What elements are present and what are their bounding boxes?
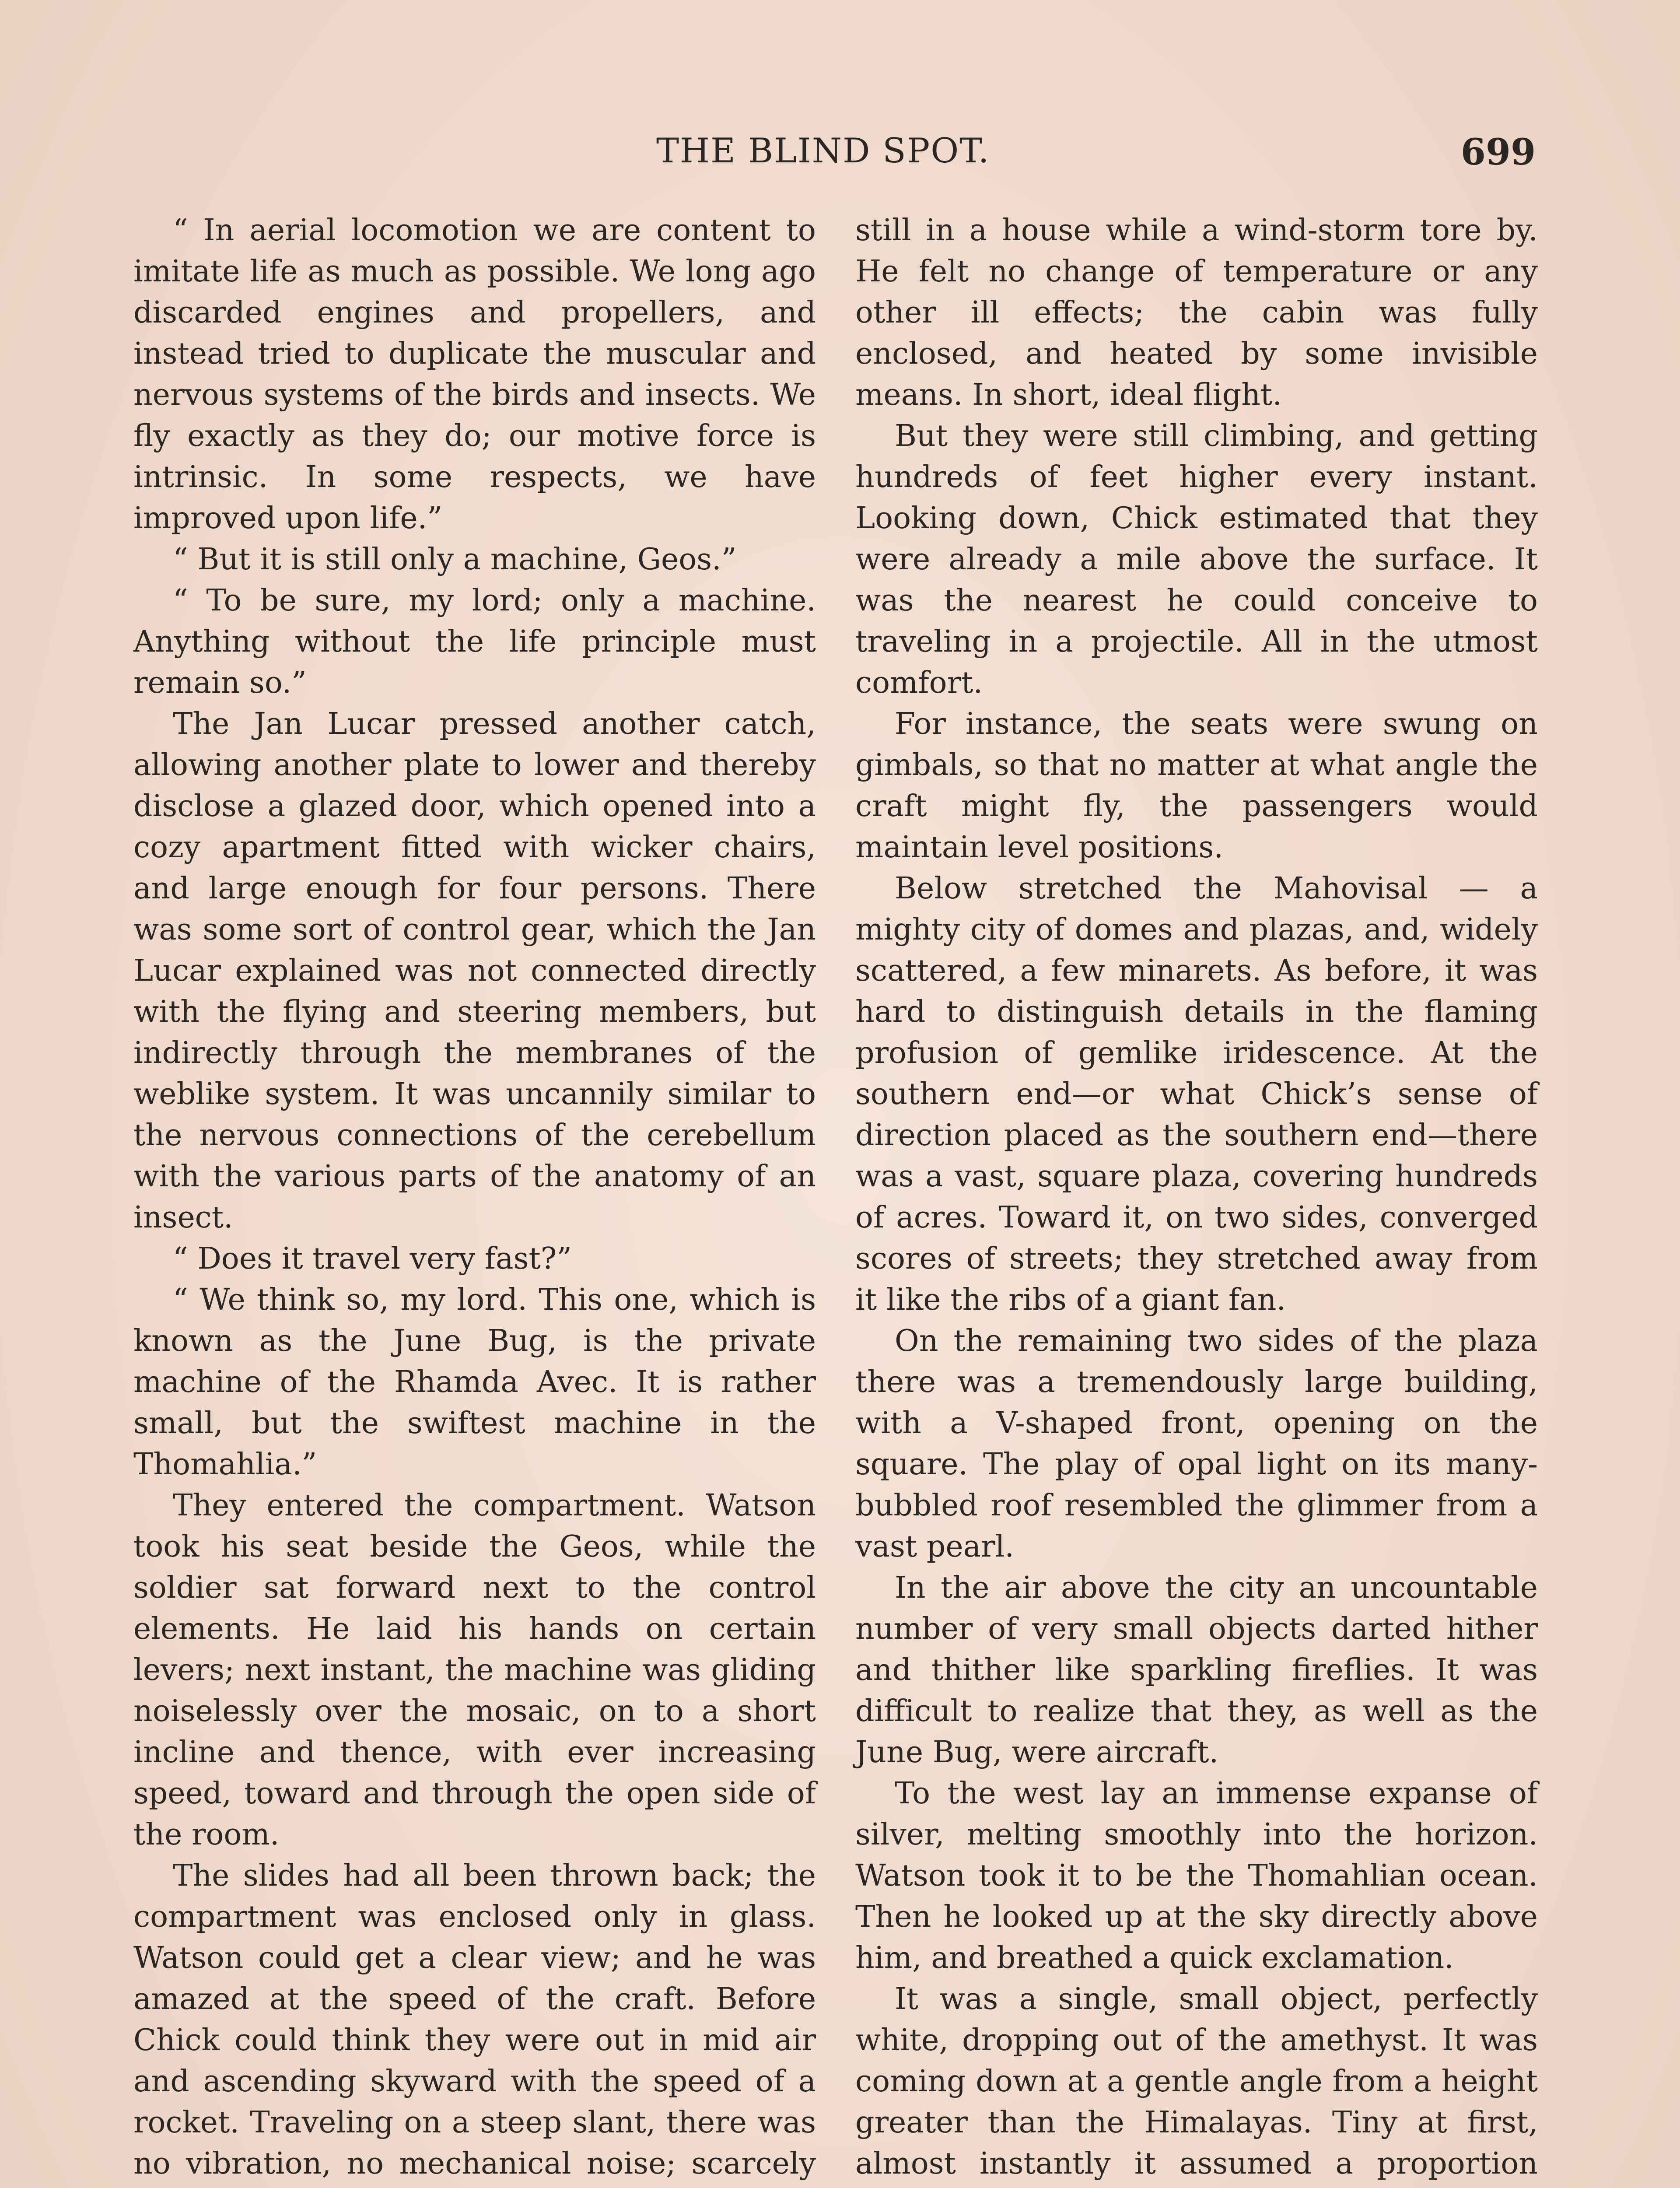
- paragraph: But they were still climbing, and getting hundreds of feet higher every instant. Looking down, Chick estimated that they were already a mile above the surface. It was the nearest he could conceive to traveling in a projectile. All in the utmost comfort.: [855, 419, 1538, 700]
- paragraph: “ In aerial locomotion we are content to imitate life as much as possible. We long ago discarded engines and propellers, and instead tried to duplicate the muscular and nervous systems of the birds and insects. We fly exactly as they do; our motive force is intrinsic. In some respects, we have improved upon life.”: [133, 213, 816, 536]
- paragraph: It was a single, small object, perfectly white, dropping out of the amethyst. It was coming down at a gentle angle from a height greater than the Himalayas. Tiny at first, almost instantly it assumed a proportion: [855, 1982, 1538, 2181]
- right-column: [855, 210, 1538, 2188]
- paragraph: The slides had all been thrown back; the compartment was enclosed only in glass. Watson could get a clear view; and he was amazed at the speed of the craft. Before Chick could think they were out in mid air and ascending skyward with the speed of a rocket. Traveling on a steep slant, there was no vibration, no mechanical noise; scarcely: [133, 1858, 816, 2181]
- paragraph: “ To be sure, my lord; only a machine. Anything without the life principle must remain so.”: [133, 583, 816, 700]
- paragraph-continuation: still in a house while a wind-storm tore by. He felt no change of temperature or any other ill effects; the cabin was fully enclosed, and heated by some invisible means. In short, ideal flight.: [855, 213, 1538, 412]
- paragraph: “ But it is still only a machine, Geos.”: [173, 542, 737, 577]
- left-column: [133, 210, 816, 2188]
- paragraph: In the air above the city an uncountable number of very small objects darted hither and thither like sparkling fireflies. It was difficult to realize that they, as well as the June Bug, were aircraft.: [855, 1571, 1538, 1770]
- paragraph: Below stretched the Mahovisal — a mighty city of domes and plazas, and, widely scattered, a few minarets. As before, it was hard to distinguish details in the flaming profusion of gemlike iridescence. At the southern end—or what Chick’s sense of direction placed as the southern end—there was a vast, square plaza, covering hundreds of acres. Toward it, on two sides, converged scores of streets; they stretched away from it like the ribs of a giant fan.: [855, 871, 1538, 1317]
- page-header: [0, 131, 1680, 179]
- page-number: 699: [1460, 131, 1536, 173]
- paragraph: They entered the compartment. Watson took his seat beside the Geos, while the soldier sat forward next to the control elements. He laid his hands on certain levers; next instant, the machine was gliding noiselessly over the mosaic, on to a short incline and thence, with ever increasing speed, toward and through the open side of the room.: [133, 1488, 816, 1852]
- paragraph: “ We think so, my lord. This one, which is known as the June Bug, is the private machine of the Rhamda Avec. It is rather small, but the swiftest machine in the Thomahlia.”: [133, 1283, 816, 1482]
- running-title: THE BLIND SPOT.: [656, 131, 990, 171]
- paragraph: To the west lay an immense expanse of silver, melting smoothly into the horizon. Watson took it to be the Thomahlian ocean. Then he looked up at the sky directly above him, and breathed a quick exclamation.: [855, 1776, 1538, 1975]
- paragraph: For instance, the seats were swung on gimbals, so that no matter at what angle the craft might fly, the passengers would maintain level positions.: [855, 707, 1538, 865]
- paragraph: The Jan Lucar pressed another catch, allowing another plate to lower and thereby disclose a glazed door, which opened into a cozy apartment fitted with wicker chairs, and large enough for four persons. There was some sort of control gear, which the Jan Lucar explained was not connected directly with the flying and steering members, but indirectly through the membranes of the weblike system. It was uncannily similar to the nervous connections of the cerebellum with the various parts of the anatomy of an insect.: [133, 707, 816, 1235]
- paragraph: “ Does it travel very fast?”: [173, 1241, 572, 1276]
- paragraph: On the remaining two sides of the plaza there was a tremendously large building, with a V-shaped front, opening on the square. The play of opal light on its many-bubbled roof resembled the glimmer from a vast pearl.: [855, 1324, 1538, 1564]
